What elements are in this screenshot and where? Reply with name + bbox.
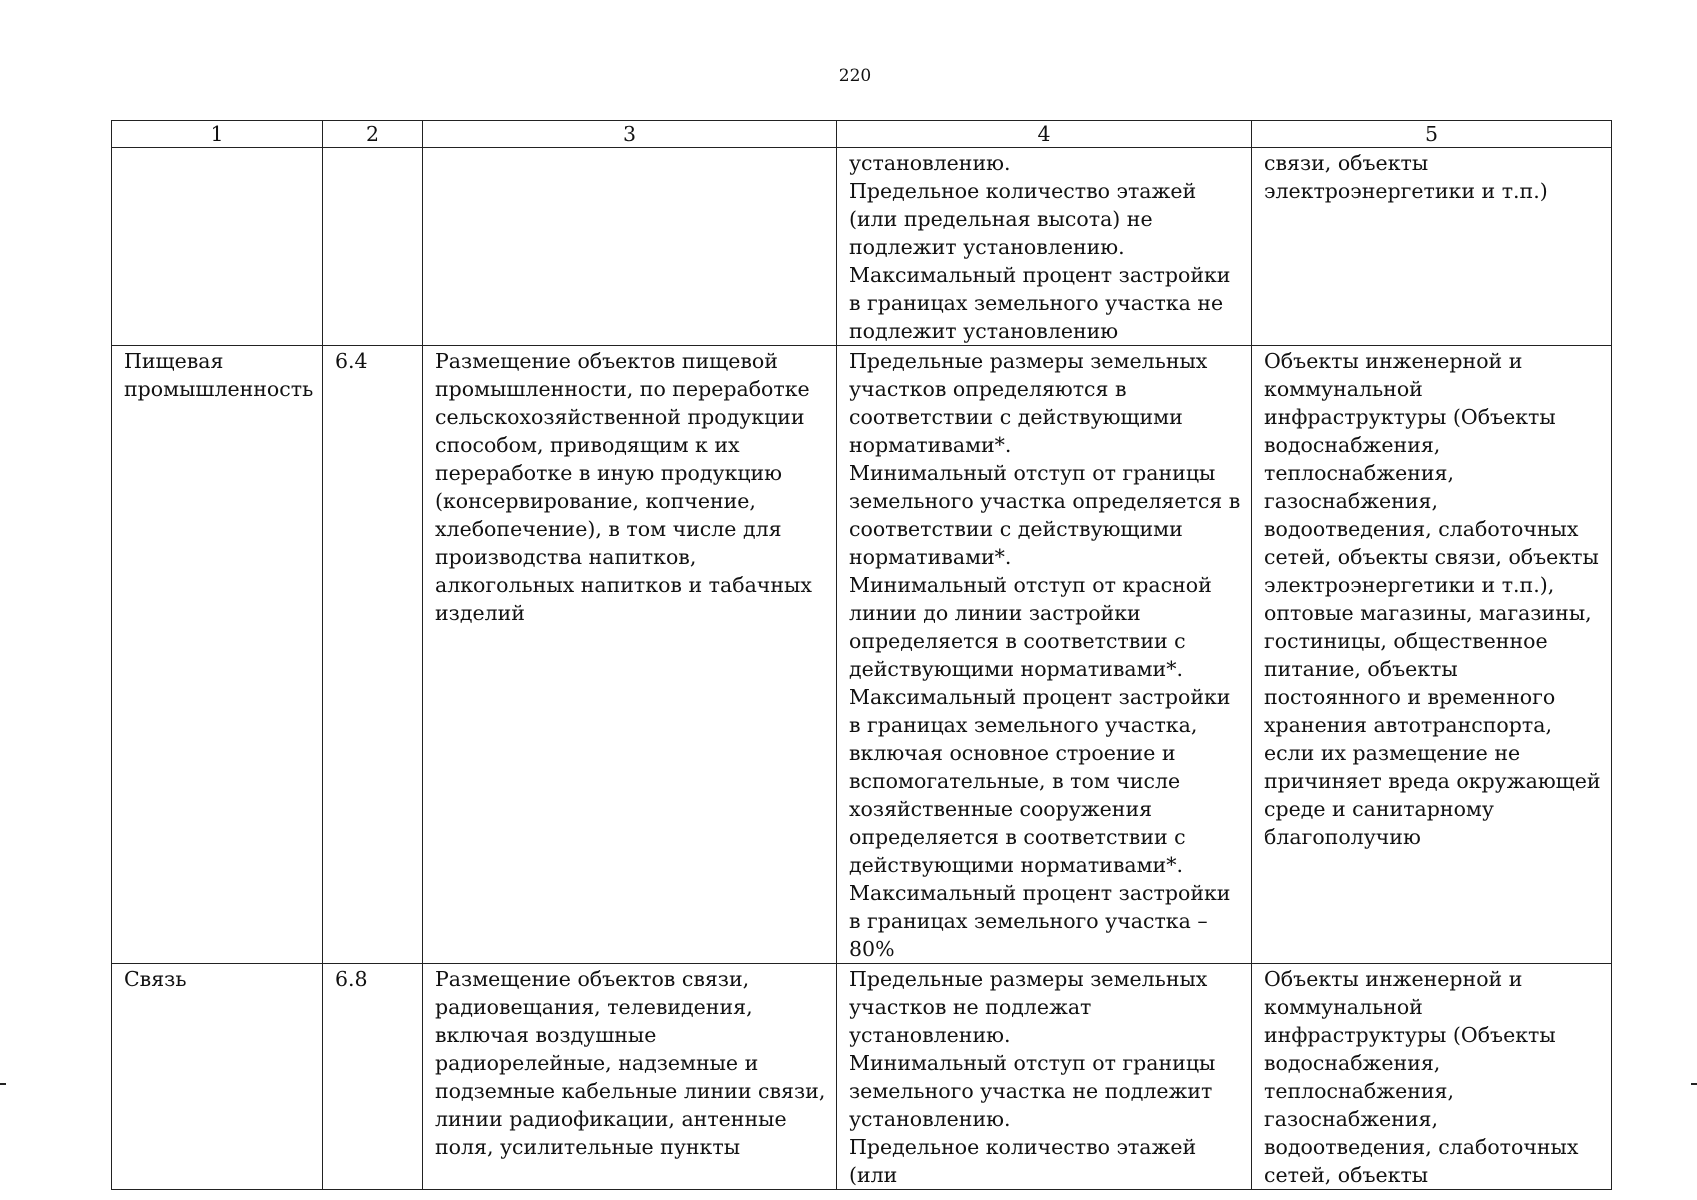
use-description-cell: Размещение объектов связи, радиовещания, телевидения, включая воздушные радиорелейные, надземные и подземные кабельные линии связи, линии радиофикации, антенные поля, усилительные пункты (423, 964, 837, 1190)
parameters-cell: Предельные размеры земельных участков определяются в соответствии с действующими нормативами*. Минимальный отступ от границы земельного участка определяется в соответствии с действующими нормативами*. Минимальный отступ от красной линии до линии застройки определяется в соответствии с действующими нормативами*. Максимальный процент застройки в границах земельного участка, включая основное строение и вспомогательные, в том числе хозяйственные сооружения определяется в соответствии с действующими нормативами*. Максимальный процент застройки в границах земельного участка – 80% (837, 346, 1252, 964)
header-col-3: 3 (423, 121, 837, 148)
zoning-table (111, 120, 1612, 1190)
auxiliary-uses-cell: Объекты инженерной и коммунальной инфраструктуры (Объекты водоснабжения, теплоснабжения, газоснабжения, водоотведения, слаботочных сетей, объекты (1252, 964, 1612, 1190)
use-name-cell (112, 148, 323, 346)
table-row-food-industry (112, 346, 1612, 964)
header-row (112, 121, 1612, 148)
use-name-cell: Пищевая промышленность (112, 346, 323, 964)
header-col-5: 5 (1252, 121, 1612, 148)
table-row-continuation (112, 148, 1612, 346)
use-description-cell (423, 148, 837, 346)
use-code-cell: 6.8 (323, 964, 423, 1190)
header-col-2: 2 (323, 121, 423, 148)
use-name-cell: Связь (112, 964, 323, 1190)
header-col-1: 1 (112, 121, 323, 148)
parameters-cell: установлению. Предельное количество этажей (или предельная высота) не подлежит установлению. Максимальный процент застройки в границах земельного участка не подлежит установлению (837, 148, 1252, 346)
parameters-cell: Предельные размеры земельных участков не подлежат установлению. Минимальный отступ от границы земельного участка не подлежит установлению. Предельное количество этажей (или (837, 964, 1252, 1190)
auxiliary-uses-cell: Объекты инженерной и коммунальной инфраструктуры (Объекты водоснабжения, теплоснабжения, газоснабжения, водоотведения, слаботочных сетей, объекты связи, объекты электроэнергетики и т.п.), оптовые магазины, магазины, гостиницы, общественное питание, объекты постоянного и временного хранения автотранспорта, если их размещение не причиняет вреда окружающей среде и санитарному благополучию (1252, 346, 1612, 964)
scan-edge-mark-right (1691, 1083, 1697, 1085)
use-code-cell: 6.4 (323, 346, 423, 964)
use-code-cell (323, 148, 423, 346)
page-number: 220 (838, 66, 872, 86)
auxiliary-uses-cell: связи, объекты электроэнергетики и т.п.) (1252, 148, 1612, 346)
scan-edge-mark-left (0, 1083, 6, 1085)
use-description-cell: Размещение объектов пищевой промышленности, по переработке сельскохозяйственной продукции способом, приводящим к их переработке в иную продукцию (консервирование, копчение, хлебопечение), в том числе для производства напитков, алкогольных напитков и табачных изделий (423, 346, 837, 964)
table-row-communications (112, 964, 1612, 1190)
header-col-4: 4 (837, 121, 1252, 148)
